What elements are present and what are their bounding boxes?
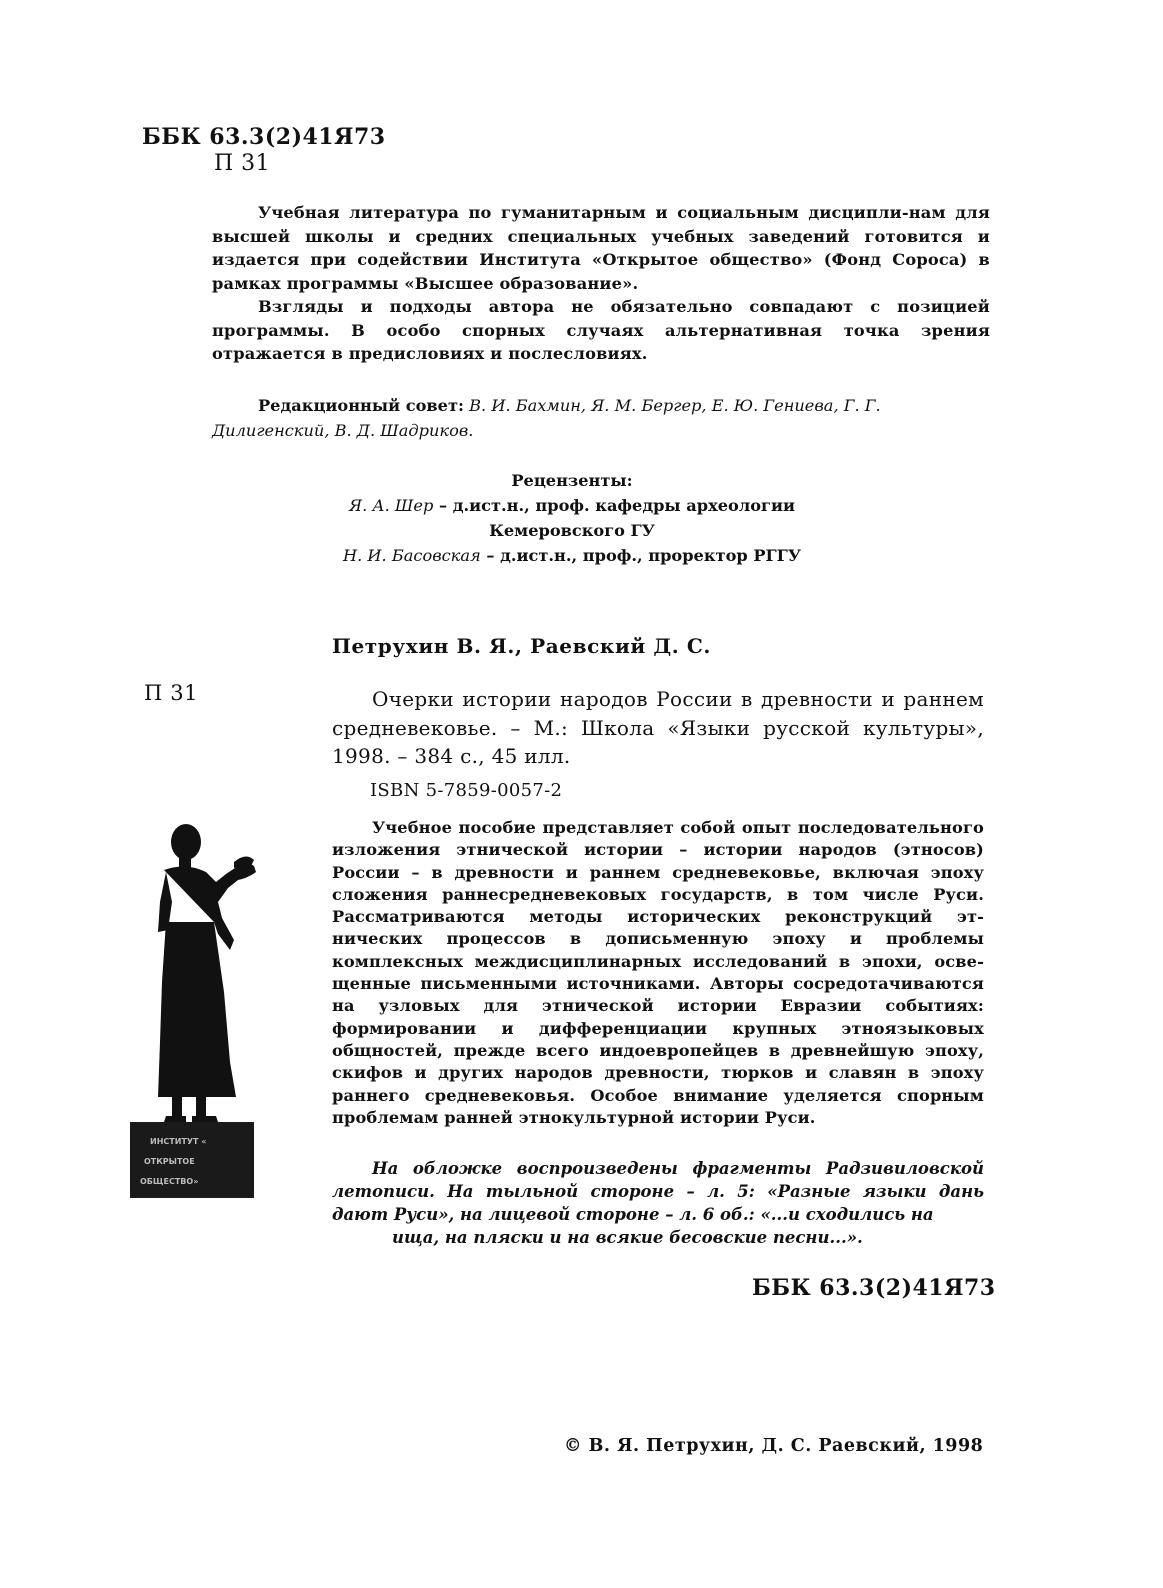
book-abstract: Учебное пособие представляет собой опыт последовательного изложения этнической истории – истории народов (этносов) России – в древности и раннем средневековье, включая эпоху сложения раннесредневековых государств, в том числе Руси. Рассматриваются методы исторических реконструкций эт-нических процессов в дописьменную эпоху и проблемы комплексных междисциплинарных исследований в эпохи, осве-щенные письменными источниками. Авторы сосредотачиваются на узловых для этнической истории Евразии событиях: формировании и дифференциации крупных этноязыковых общностей, прежде всего индоевропейцев в древнейшую эпоху, скифов и других народов древности, тюрков и славян в эпоху раннего средневековья. Особое внимание уделяется спорным проблемам ранней этнокультурной истории Руси. xyxy=(332,818,984,1127)
editorial-council xyxy=(212,393,990,443)
cover-note-last: ища, на пляски и на всякие бесовские песни...». xyxy=(392,1228,863,1247)
reviewers-heading: Рецензенты: xyxy=(511,471,633,490)
book-title: Очерки истории народов России в древности и раннем средневековье. – М.: Школа «Языки русской культуры», 1998. – 384 с., 45 илл. xyxy=(332,687,984,768)
isbn: ISBN 5-7859-0057-2 xyxy=(370,780,563,801)
cover-note xyxy=(332,1157,984,1249)
book-authors: Петрухин В. Я., Раевский Д. С. xyxy=(332,634,711,658)
copyright: © В. Я. Петрухин, Д. С. Раевский, 1998 xyxy=(564,1436,984,1456)
plaque-line-3: ОБЩЕСТВО» xyxy=(140,1177,199,1186)
reviewer-1-info: – д.ист.н., проф. кафедры археологии xyxy=(433,496,795,515)
reviewer-2-info: – д.ист.н., проф., проректор РГГУ xyxy=(480,546,801,565)
reviewer-2-name: Н. И. Басовская xyxy=(343,546,481,565)
author-mark-header: П 31 xyxy=(214,151,271,176)
author-mark-catalog: П 31 xyxy=(144,681,199,705)
reviewer-1-institution: Кемеровского ГУ xyxy=(489,521,655,540)
council-label: Редакционный совет: xyxy=(258,396,464,415)
council-names: В. И. Бахмин, Я. М. Бергер, Е. Ю. Гениева, Г. Г. Дилигенский, В. Д. Шадриков. xyxy=(212,396,881,440)
plaque-line-1: ИНСТИТУТ « xyxy=(150,1137,207,1146)
intro-text xyxy=(212,201,990,366)
reviewer-2 xyxy=(212,543,932,568)
cover-note-main: На обложке воспроизведены фрагменты Радзивиловской летописи. На тыльной стороне – л. 5: «Разные языки дань дают Руси», на лицевой стороне – л. 6 об.: «...и сходились на xyxy=(332,1159,984,1224)
reviewer-1-name: Я. А. Шер xyxy=(349,496,434,515)
bbk-code-header: ББК 63.3(2)41Я73 xyxy=(142,124,386,150)
intro-paragraph-2: Взгляды и подходы автора не обязательно совпадают с позицией программы. В особо спорных случаях альтернативная точка зрения отражается в предисловиях и послесловиях. xyxy=(212,297,990,363)
open-society-statue-logo-icon xyxy=(126,822,256,1202)
bbk-code-footer: ББК 63.3(2)41Я73 xyxy=(752,1275,996,1301)
reviewers-block xyxy=(212,468,932,568)
intro-paragraph-1: Учебная литература по гуманитарным и социальным дисципли-нам для высшей школы и средних специальных учебных заведений готовится и издается при содействии Института «Открытое общество» (Фонд Сороса) в рамках программы «Высшее образование». xyxy=(212,203,990,293)
reviewer-1 xyxy=(212,493,932,518)
plaque-line-2: ОТКРЫТОЕ xyxy=(144,1157,195,1166)
